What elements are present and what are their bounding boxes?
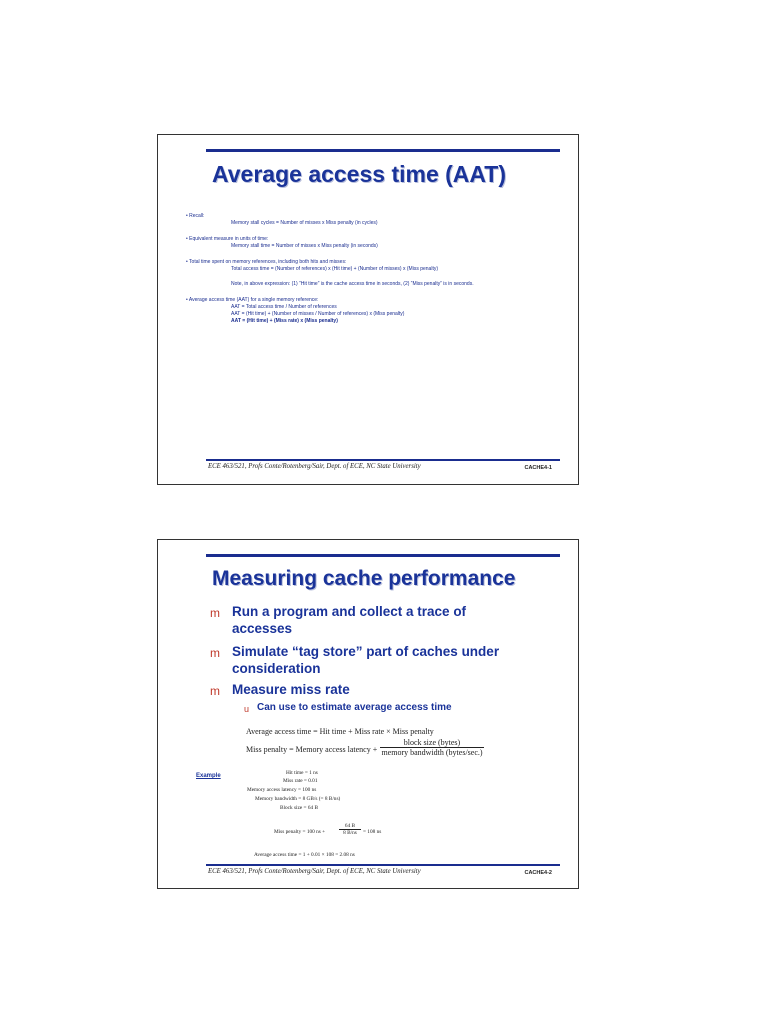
fraction-numerator: block size (bytes) [403, 738, 461, 747]
bullet-simulate: Simulate “tag store” part of caches under [232, 644, 500, 659]
example-miss-rate: Miss rate = 0.01 [283, 778, 318, 784]
footer-text: ECE 463/521, Profs Conte/Rotenberg/Sair, Dept. of ECE, NC State University [208, 868, 421, 875]
bullet-marker: m [210, 646, 220, 660]
bullet-miss-rate: Measure miss rate [232, 682, 350, 697]
page-number: CACHE4-1 [524, 465, 552, 471]
fraction-numerator: 64 B [344, 823, 356, 829]
formula-aat-3: AAT = (Hit time) + (Miss rate) x (Miss penalty) [231, 318, 338, 324]
bullet-aat: • Average access time (AAT) for a single memory reference: [186, 297, 319, 303]
example-aat-result: Average access time = 1 + 0.01 × 108 = 2.08 ns [254, 852, 355, 858]
formula-aat-2: AAT = (Hit time) + (Number of misses / Number of references) x (Miss penalty) [231, 311, 405, 317]
bullet-run-program-cont: accesses [232, 621, 293, 636]
note-expression: Note, in above expression: (1) “Hit time” is the cache access time in seconds, (2) “Miss penalty” is in seconds. [231, 281, 474, 287]
bullet-simulate-cont: consideration [232, 661, 321, 676]
fraction-denominator: 8 B/ns [343, 830, 357, 836]
footer-rule [206, 459, 560, 461]
bullet-total-time: • Total time spent on memory references, including both hits and misses: [186, 259, 347, 265]
bullet-recall: • Recall: [186, 213, 205, 219]
bullet-run-program: Run a program and collect a trace of [232, 604, 467, 619]
example-bandwidth: Memory bandwidth = 8 GB/s (= 8 B/ns) [255, 796, 341, 802]
page-number: CACHE4-2 [524, 870, 552, 876]
formula-stall-cycles: Memory stall cycles = Number of misses x Miss penalty (in cycles) [231, 220, 378, 226]
example-hit-time: Hit time = 1 ns [286, 770, 318, 776]
fraction-denominator: memory bandwidth (bytes/sec.) [381, 748, 483, 757]
example-miss-penalty-fraction [339, 823, 361, 836]
title-rule [206, 149, 560, 152]
example-miss-penalty-lhs: Miss penalty = 100 ns + [274, 829, 326, 835]
example-block-size: Block size = 64 B [280, 805, 319, 811]
bullet-marker: m [210, 606, 220, 620]
bullet-equivalent: • Equivalent measure in units of time: [186, 236, 269, 242]
example-miss-penalty-result: = 108 ns [363, 829, 382, 835]
formula-aat-1: AAT = Total access time / Number of references [231, 304, 337, 310]
formula-aat: Average access time = Hit time + Miss rate × Miss penalty [246, 727, 434, 736]
slide-title: Average access time (AAT) [212, 161, 507, 187]
sub-bullet-estimate: Can use to estimate average access time [257, 702, 452, 713]
formula-miss-penalty-lhs: Miss penalty = Memory access latency + [246, 745, 378, 754]
formula-miss-penalty-fraction [380, 738, 484, 757]
slide-aat [157, 134, 579, 485]
slide-measuring [157, 539, 579, 889]
footer-rule [206, 864, 560, 866]
example-link[interactable]: Example [196, 773, 221, 779]
formula-total-time: Total access time = (Number of references) x (Hit time) + (Number of misses) x (Miss penalty) [231, 266, 438, 272]
footer-text: ECE 463/521, Profs Conte/Rotenberg/Sair, Dept. of ECE, NC State University [208, 463, 421, 470]
sub-bullet-marker: u [244, 704, 250, 714]
example-latency: Memory access latency = 100 ns [247, 787, 317, 793]
bullet-marker: m [210, 684, 220, 698]
title-rule [206, 554, 560, 557]
formula-stall-time: Memory stall time = Number of misses x Miss penalty (in seconds) [231, 243, 378, 249]
slide-title: Measuring cache performance [212, 567, 516, 590]
